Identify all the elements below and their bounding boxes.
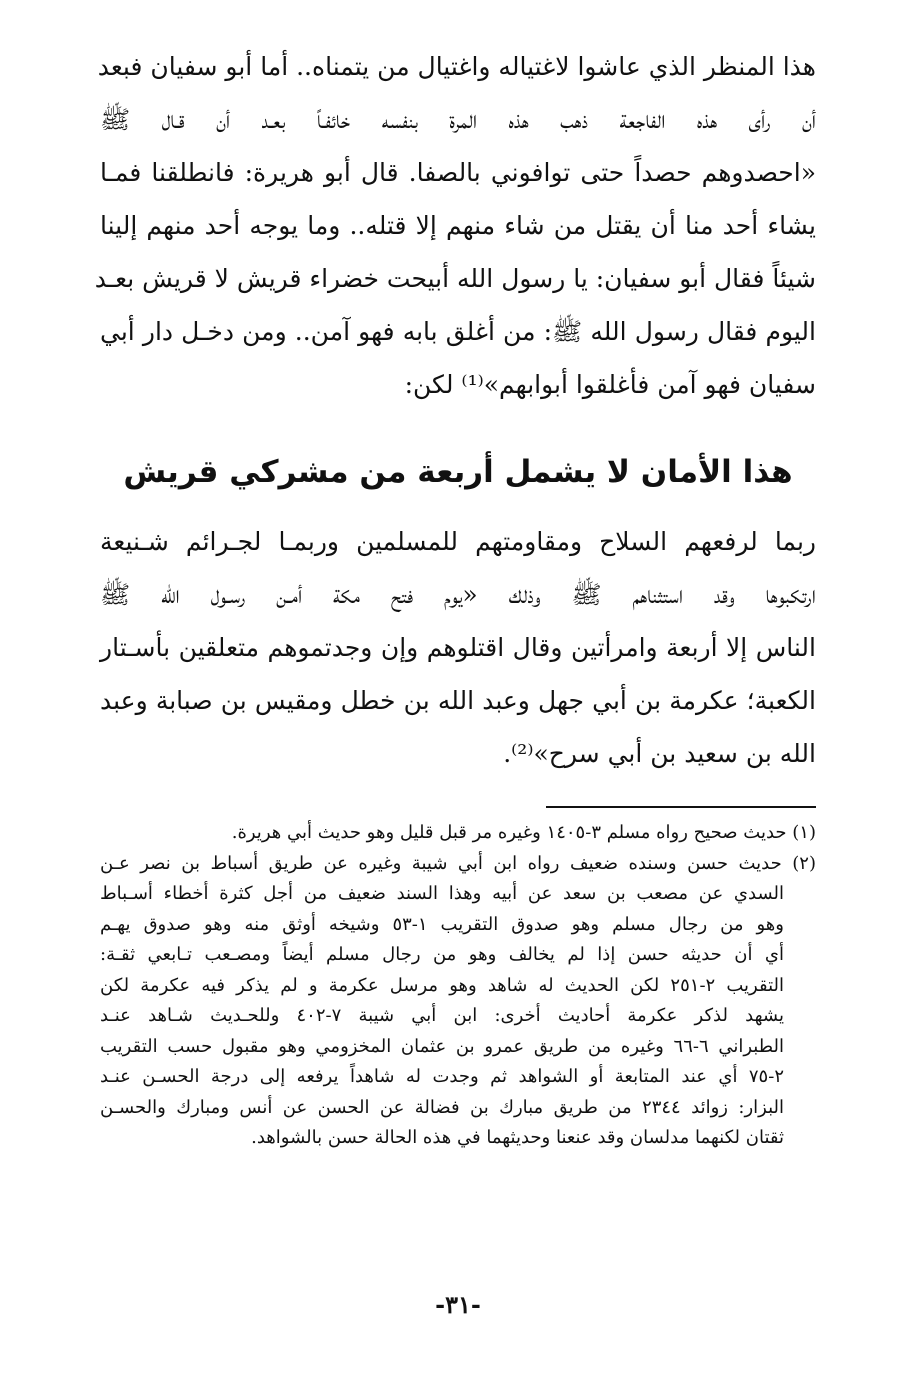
footnote-line: الطبراني ٦-٦٦ وغيره من طريق عمرو بن عثمان المخزومي وهو مقبول حسب التقريب [100,1035,784,1057]
page-number: -٣١- [435,1290,481,1319]
text-line: هذا المنظر الذي عاشوا لاغتياله واغتيال من يتمناه.. أما أبو سفيان فبعد [97,52,816,81]
paragraph-2 [100,515,816,780]
text-line: سفيان فهو آمن فأغلقوا أبوابهم»⁽¹⁾ لكن: [404,370,816,399]
text-line: «احصدوهم حصداً حتى توافوني بالصفا. قال أبو هريرة: فانطلقنا فمـا [100,158,816,187]
footnote-2: (٢) حديث حسن وسنده ضعيف رواه ابن أبي شيبة وغيره عن طريق أسباط بن نصر عـن [100,852,816,874]
text-line: الناس إلا أربعة وامرأتين وقال اقتلوهم وإن وجدتموهم متعلقين بأسـتار [100,633,816,662]
paragraph-1 [94,40,816,411]
text-line: أن رأى هذه الفاجعة ذهب هذه المرة بنفسه خائفـاً بعـد أن قـال ﷺ [100,105,816,134]
text-line: ارتكبوها وقد استثناهم ﷺ وذلك «يوم فتح مكة أمـن رسـول الله ﷺ [100,580,816,609]
text-line: الكعبة؛ عكرمة بن أبي جهل وعبد الله بن خطل ومقيس بن صبابة وعبد [100,686,816,715]
footnote-divider [546,806,816,808]
text-line: شيئاً فقال أبو سفيان: يا رسول الله أبيحت خضراء قريش لا قريش بعـد [94,264,816,293]
footnote-line: ثقتان لكنهما مدلسان وقد عنعنا وحديثهما في هذه الحالة حسن بالشواهد. [251,1127,784,1148]
footnote-line: السدي عن مصعب بن سعد عن أبيه وهذا السند ضعيف من أجل كثرة أخطاء أسـباط [100,883,784,904]
footnote-line: وهو من رجال مسلم وهو صدوق التقريب ١-٥٣ وشيخه أوثق منه وهو صدوق يهـم [100,913,784,935]
footnote-line: التقريب ٢-٢٥١ لكن الحديث له شاهد وهو مرسل عكرمة و لم يذكر فيه عكرمة لكن [100,974,784,996]
footnote-line: البزار: زوائد ٢٣٤٤ من طريق مبارك بن فضالة عن الحسن عن أنس ومبارك والحسـن [100,1096,784,1118]
footnote-line: أي أن حديثه حسن إذا لم يخالف وهو من رجال مسلم أيضاً ومصـعب تـابعي ثقـة: [100,944,784,965]
text-line: اليوم فقال رسول الله ﷺ: من أغلق بابه فهو آمن.. ومن دخـل دار أبي [100,317,816,346]
book-page [94,40,816,1154]
footnote-line: يشهد لذكر عكرمة أحاديث أخرى: ابن أبي شيبة ٧-٤٠٢ وللحـديث شـاهد عنـد [100,1005,784,1026]
text-line: الله بن سعيد بن أبي سرح»⁽²⁾. [503,739,816,768]
section-title: هذا الأمان لا يشمل أربعة من مشركي قريش [123,454,793,490]
footnote-1: (١) حديث صحيح رواه مسلم ٣-١٤٠٥ وغيره مر قبل قليل وهو حديث أبي هريرة. [231,822,816,843]
text-line: يشاء أحد منا أن يقتل من شاء منهم إلا قتله.. وما يوجه أحد منهم إلينا [100,211,816,240]
footnotes [100,818,816,1154]
footnote-line: ٢-٧٥ أي عند المتابعة أو الشواهد ثم وجدت له شاهداً يرفعه إلى درجة الحسـن عنـد [100,1066,784,1087]
text-line: ربما لرفعهم السلاح ومقاومتهم للمسلمين وربمـا لجـرائم شـنيعة [100,527,816,556]
